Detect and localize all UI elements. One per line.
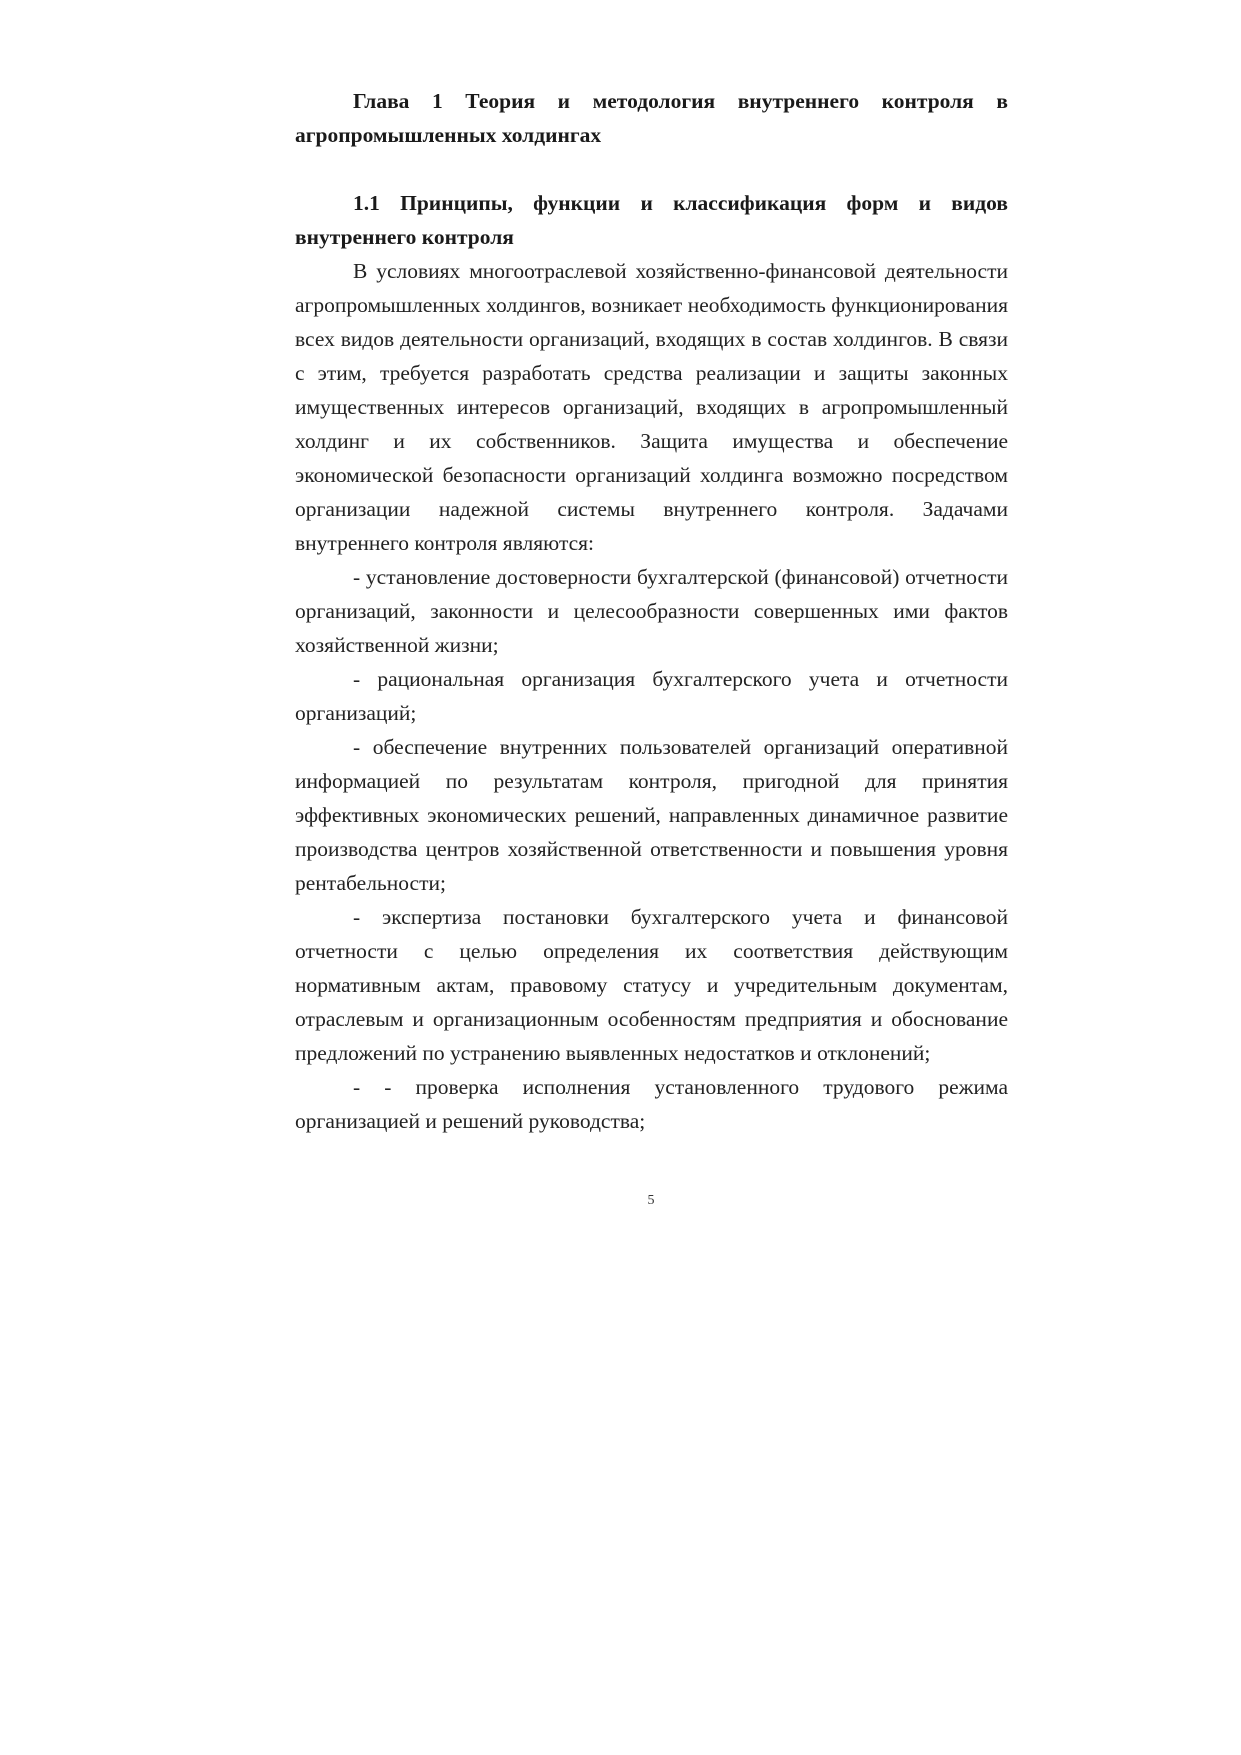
chapter-heading: Глава 1 Теория и методология внутреннего контроля в агропромышленных холдингах xyxy=(295,89,1008,147)
list-item-expertise: - экспертиза постановки бухгалтерского учета и финансовой отчетности с целью определения их соответствия действующим нормативным актам, правовому статусу и учредительным документам, отраслевым и организационным особенностям предприятия и обоснование предложений по устранению выявленных недостатков и отклонений; xyxy=(295,905,1008,1065)
list-item-organization: - рациональная организация бухгалтерского учета и отчетности организаций; xyxy=(295,667,1008,725)
list-item-labor-regime: - - проверка исполнения установленного трудового режима организацией и решений руководства; xyxy=(295,1075,1008,1133)
list-item-information: - обеспечение внутренних пользователей организаций оперативной информацией по результатам контроля, пригодной для принятия эффективных экономических решений, направленных динамичное развитие производства центров хозяйственной ответственности и повышения уровня рентабельности; xyxy=(295,735,1008,895)
section-heading: 1.1 Принципы, функции и классификация форм и видов внутреннего контроля xyxy=(295,191,1008,249)
page-number: 5 xyxy=(647,1193,655,1208)
paragraph-intro: В условиях многоотраслевой хозяйственно-финансовой деятельности агропромышленных холдингов, возникает необходимость функционирования всех видов деятельности организаций, входящих в состав холдингов. В связи с этим, требуется разработать средства реализации и защиты законных имущественных интересов организаций, входящих в агропромышленный холдинг и их собственников. Защита имущества и обеспечение экономической безопасности организаций холдинга возможно посредством организации надежной системы внутреннего контроля. Задачами внутреннего контроля являются: xyxy=(295,259,1008,555)
page-content xyxy=(295,84,1008,1138)
list-item-reliability: - установление достоверности бухгалтерской (финансовой) отчетности организаций, законности и целесообразности совершенных ими фактов хозяйственной жизни; xyxy=(295,565,1008,657)
